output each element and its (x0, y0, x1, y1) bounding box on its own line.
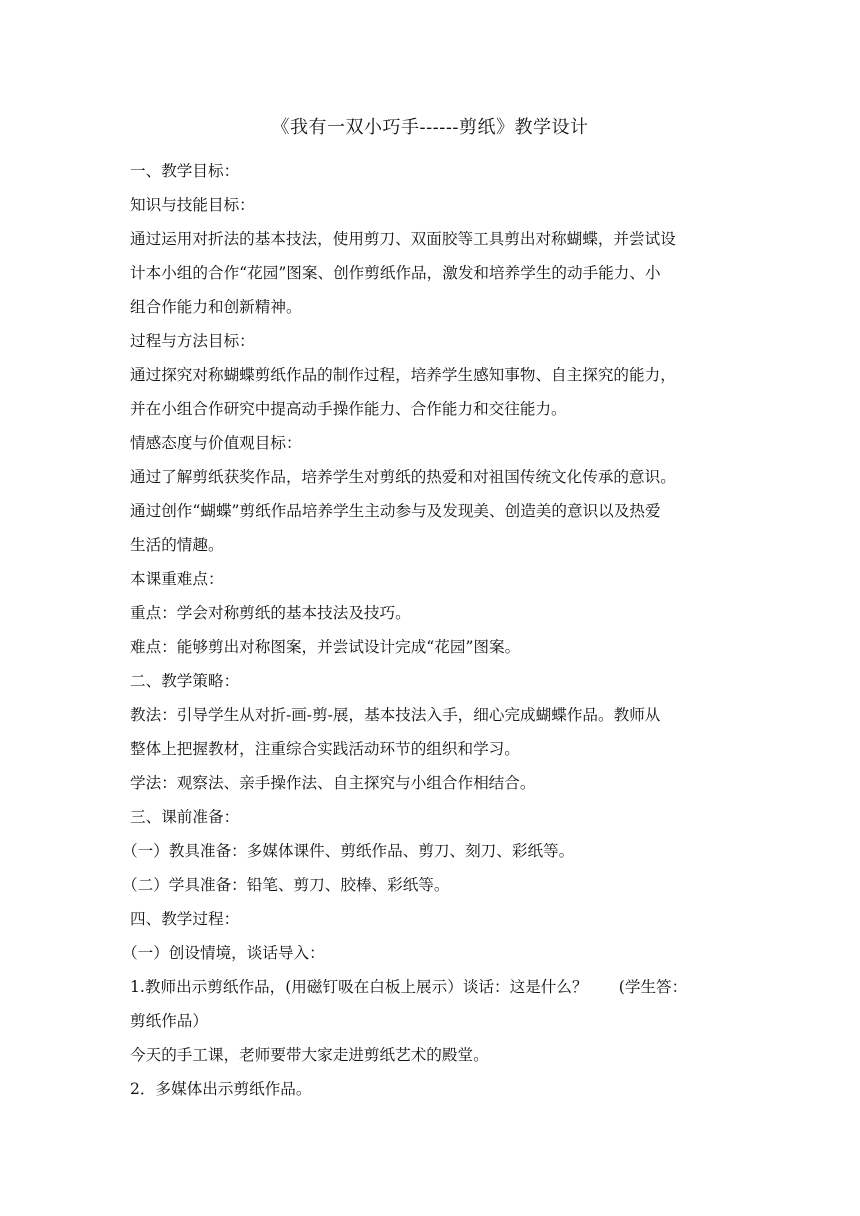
step-heading: （一）创设情境，谈话导入： (122, 944, 325, 962)
document-body (122, 154, 740, 1106)
subheading-key-difficult: 本课重难点： (130, 570, 224, 588)
paragraph-line: 通过探究对称蝴蝶剪纸作品的制作过程，培养学生感知事物、自主探究的能力， (130, 366, 676, 384)
subheading-process-method: 过程与方法目标： (130, 332, 255, 350)
step-body: 今天的手工课，老师要带大家走进剪纸艺术的殿堂。 (130, 1046, 489, 1064)
paragraph-line: 生活的情趣。 (130, 536, 224, 554)
document-title: 《我有一双小巧手------剪纸》教学设计 (271, 117, 589, 138)
learning-method: 学法：观察法、亲手操作法、自主探究与小组合作相结合。 (130, 774, 536, 792)
paragraph-line: 通过创作“蝴蝶”剪纸作品培养学生主动参与及发现美、创造美的意识以及热爱 (130, 502, 661, 520)
paragraph-line: 通过了解剪纸获奖作品，培养学生对剪纸的热爱和对祖国传统文化传承的意识。 (130, 468, 676, 486)
step-item: 2．多媒体出示剪纸作品。 (130, 1080, 312, 1098)
subheading-emotion-values: 情感态度与价值观目标： (130, 434, 302, 452)
section-heading-strategy: 二、教学策略： (130, 672, 240, 690)
teaching-method-continued: 整体上把握教材，注重综合实践活动环节的组织和学习。 (130, 740, 520, 758)
key-point: 重点：学会对称剪纸的基本技法及技巧。 (130, 604, 411, 622)
section-heading-preparation: 三、课前准备： (130, 808, 240, 826)
preparation-item: （一）教具准备：多媒体课件、剪纸作品、剪刀、刻刀、彩纸等。 (122, 842, 575, 860)
step-item-continued: 剪纸作品） (130, 1012, 208, 1030)
difficult-point: 难点：能够剪出对称图案，并尝试设计完成“花园”图案。 (130, 638, 521, 656)
paragraph-line: 通过运用对折法的基本技法，使用剪刀、双面胶等工具剪出对称蝴蝶，并尝试设 (130, 230, 676, 248)
section-heading-process: 四、教学过程： (130, 910, 240, 928)
paragraph-line: 组合作能力和创新精神。 (130, 298, 302, 316)
paragraph-line: 并在小组合作研究中提高动手操作能力、合作能力和交往能力。 (130, 400, 567, 418)
teaching-method: 教法：引导学生从对折-画-剪-展，基本技法入手，细心完成蝴蝶作品。教师从 (130, 706, 661, 724)
preparation-item: （二）学具准备：铅笔、剪刀、胶棒、彩纸等。 (122, 876, 450, 894)
subheading-knowledge-skills: 知识与技能目标： (130, 196, 255, 214)
section-heading-objectives: 一、教学目标： (130, 162, 240, 180)
step-item: 1.教师出示剪纸作品，(用磁钉吸在白板上展示）谈话：这是什么？ (学生答： (130, 978, 688, 996)
paragraph-line: 计本小组的合作“花园”图案、创作剪纸作品，激发和培养学生的动手能力、小 (130, 264, 661, 282)
